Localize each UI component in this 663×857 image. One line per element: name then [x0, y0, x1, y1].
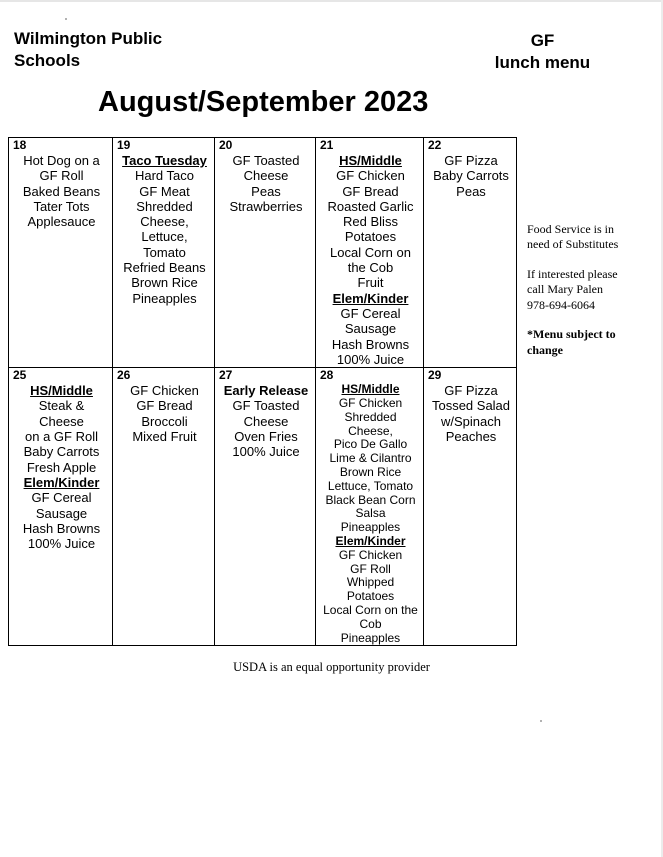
lunch-menu-label: lunch menu: [494, 53, 591, 72]
menu-items: [319, 153, 422, 367]
menu-item: Sausage: [344, 321, 397, 337]
day-number: 25: [13, 368, 27, 383]
menu-subject-note: *Menu subject to: [527, 327, 616, 342]
menu-item: Red Bliss: [343, 214, 398, 230]
menu-item: 100% Juice: [336, 351, 405, 367]
menu-item: Whipped: [346, 575, 395, 590]
scan-speck: [65, 18, 67, 20]
day-cell: [215, 368, 316, 646]
menu-item: Cob: [359, 616, 382, 631]
menu-item: Baked Beans: [22, 183, 101, 199]
day-cell: [215, 138, 316, 368]
menu-item: Shredded: [136, 198, 193, 214]
menu-item: GF Roll: [350, 561, 391, 576]
day-number: 28: [320, 368, 334, 383]
phone-number: 978-694-6064: [527, 297, 595, 312]
side-note-line: Food Service is in: [527, 222, 614, 236]
menu-item: Lettuce, Tomato: [327, 478, 414, 493]
day-cell: [424, 368, 517, 646]
menu-item: 100% Juice: [27, 536, 96, 552]
menu-items: [116, 153, 213, 306]
menu-item: GF Pizza: [444, 153, 498, 168]
menu-items: [12, 383, 111, 551]
day-cell: [9, 138, 113, 368]
menu-item: Applesauce: [27, 214, 96, 230]
menu-items: [218, 383, 314, 459]
menu-item: Hash Browns: [331, 336, 410, 352]
menu-items: [319, 383, 422, 645]
menu-item: GF Pizza: [444, 383, 498, 399]
menu-section-heading: Early Release: [223, 383, 309, 399]
menu-item: Salsa: [355, 506, 386, 521]
menu-item: Roasted Garlic: [327, 198, 414, 214]
gf-label: GF: [530, 31, 555, 50]
menu-item: Peas: [251, 183, 281, 199]
day-number: 18: [13, 138, 27, 152]
menu-item: Hash Browns: [22, 520, 101, 536]
menu-item: Pico De Gallo: [333, 437, 408, 452]
menu-item: GF Toasted: [232, 398, 300, 414]
usda-footer: USDA is an equal opportunity provider: [233, 660, 430, 674]
week-row: [9, 138, 517, 368]
day-cell: [9, 368, 113, 646]
menu-item: GF Chicken: [338, 395, 403, 410]
menu-item: Potatoes: [344, 229, 397, 245]
day-cell: [316, 138, 424, 368]
day-number: 26: [117, 368, 131, 383]
day-cell: [113, 368, 215, 646]
menu-item: Mixed Fruit: [132, 429, 197, 445]
menu-items: [427, 153, 515, 199]
menu-item: Cheese: [243, 168, 289, 184]
menu-item: GF Chicken: [336, 168, 405, 184]
school-name-line1: Wilmington Public: [14, 29, 163, 48]
day-number: 22: [428, 138, 442, 152]
menu-item: Fruit: [357, 275, 384, 291]
menu-item: GF Toasted: [232, 153, 300, 168]
menu-item: Tomato: [143, 244, 186, 260]
week-row: [9, 368, 517, 646]
menu-item: Refried Beans: [123, 260, 206, 276]
menu-section-heading: Elem/Kinder: [23, 474, 100, 490]
menu-item: Local Corn on: [330, 244, 411, 260]
menu-item: Steak &: [38, 398, 85, 414]
menu-item: Potatoes: [346, 589, 395, 604]
menu-item: GF Cereal: [340, 305, 401, 321]
day-number: 20: [219, 138, 233, 152]
menu-item: Broccoli: [141, 413, 188, 429]
page-top-edge: [0, 0, 663, 2]
menu-item: Hot Dog on a: [23, 153, 100, 168]
menu-item: GF Meat: [139, 183, 190, 199]
menu-item: 100% Juice: [232, 444, 300, 460]
day-number: 21: [320, 138, 334, 152]
month-title: August/September 2023: [98, 86, 429, 118]
scan-speck: [540, 720, 542, 722]
gf-menu-title: [470, 30, 615, 74]
menu-section-heading: Elem/Kinder: [332, 290, 409, 306]
menu-item: Fresh Apple: [26, 459, 97, 475]
school-name-line2: Schools: [14, 51, 81, 70]
day-cell: [424, 138, 517, 368]
side-note: [527, 222, 661, 358]
side-note-line: need of Substitutes: [527, 237, 619, 252]
menu-section-heading: HS/Middle: [339, 153, 402, 168]
menu-item: Cheese: [243, 413, 289, 429]
day-number: 19: [117, 138, 131, 152]
menu-item: GF Bread: [136, 398, 193, 414]
menu-item: Peas: [456, 183, 486, 199]
menu-item: Peaches: [445, 429, 497, 445]
day-number: 29: [428, 368, 442, 383]
menu-item: Cheese: [39, 413, 84, 429]
menu-item: Oven Fries: [234, 429, 298, 445]
menu-item: GF Cereal: [31, 490, 92, 506]
menu-item: Black Bean Corn: [325, 492, 416, 507]
menu-item: GF Chicken: [130, 383, 199, 399]
menu-items: [427, 383, 515, 444]
menu-item: Cheese,: [140, 214, 189, 230]
menu-item: Strawberries: [229, 198, 303, 214]
menu-item: Brown Rice: [131, 275, 198, 291]
menu-item: GF Bread: [342, 183, 399, 199]
menu-item: Tossed Salad: [431, 398, 511, 414]
menu-item: Hard Taco: [134, 168, 194, 184]
menu-section-heading: Taco Tuesday: [122, 153, 207, 168]
menu-item: GF Chicken: [338, 547, 403, 562]
menu-item: Baby Carrots: [23, 444, 100, 460]
menu-calendar-table: [8, 137, 517, 646]
menu-item: Shredded: [344, 409, 397, 424]
menu-section-heading: Elem/Kinder: [335, 533, 406, 548]
side-note-line: If interested please: [527, 267, 618, 282]
menu-item: on a GF Roll: [25, 429, 98, 445]
day-number: 27: [219, 368, 233, 383]
menu-items: [116, 383, 213, 444]
day-cell: [316, 368, 424, 646]
side-note-line: call Mary Palen: [527, 282, 603, 297]
menu-item: Baby Carrots: [433, 168, 509, 184]
menu-item: Pineapples: [340, 630, 401, 645]
menu-item: Local Corn on the: [323, 602, 418, 617]
menu-item: Pineapples: [340, 520, 401, 535]
day-cell: [113, 138, 215, 368]
menu-section-heading: HS/Middle: [30, 383, 93, 399]
menu-items: [12, 153, 111, 229]
menu-item: Pineapples: [132, 290, 197, 306]
menu-item: Brown Rice: [339, 464, 402, 479]
menu-item: Lime & Cilantro: [329, 451, 412, 466]
menu-item: the Cob: [347, 260, 394, 276]
menu-item: Sausage: [35, 505, 88, 521]
menu-section-heading: HS/Middle: [341, 382, 400, 397]
menu-item: GF Roll: [39, 168, 84, 184]
menu-item: Cheese,: [348, 423, 393, 438]
menu-item: Lettuce,: [141, 229, 188, 245]
menu-item: w/Spinach: [441, 413, 501, 429]
school-name: [14, 28, 214, 72]
menu-subject-note-cont: change: [527, 342, 563, 357]
menu-items: [218, 153, 314, 214]
menu-item: Tater Tots: [33, 198, 90, 214]
